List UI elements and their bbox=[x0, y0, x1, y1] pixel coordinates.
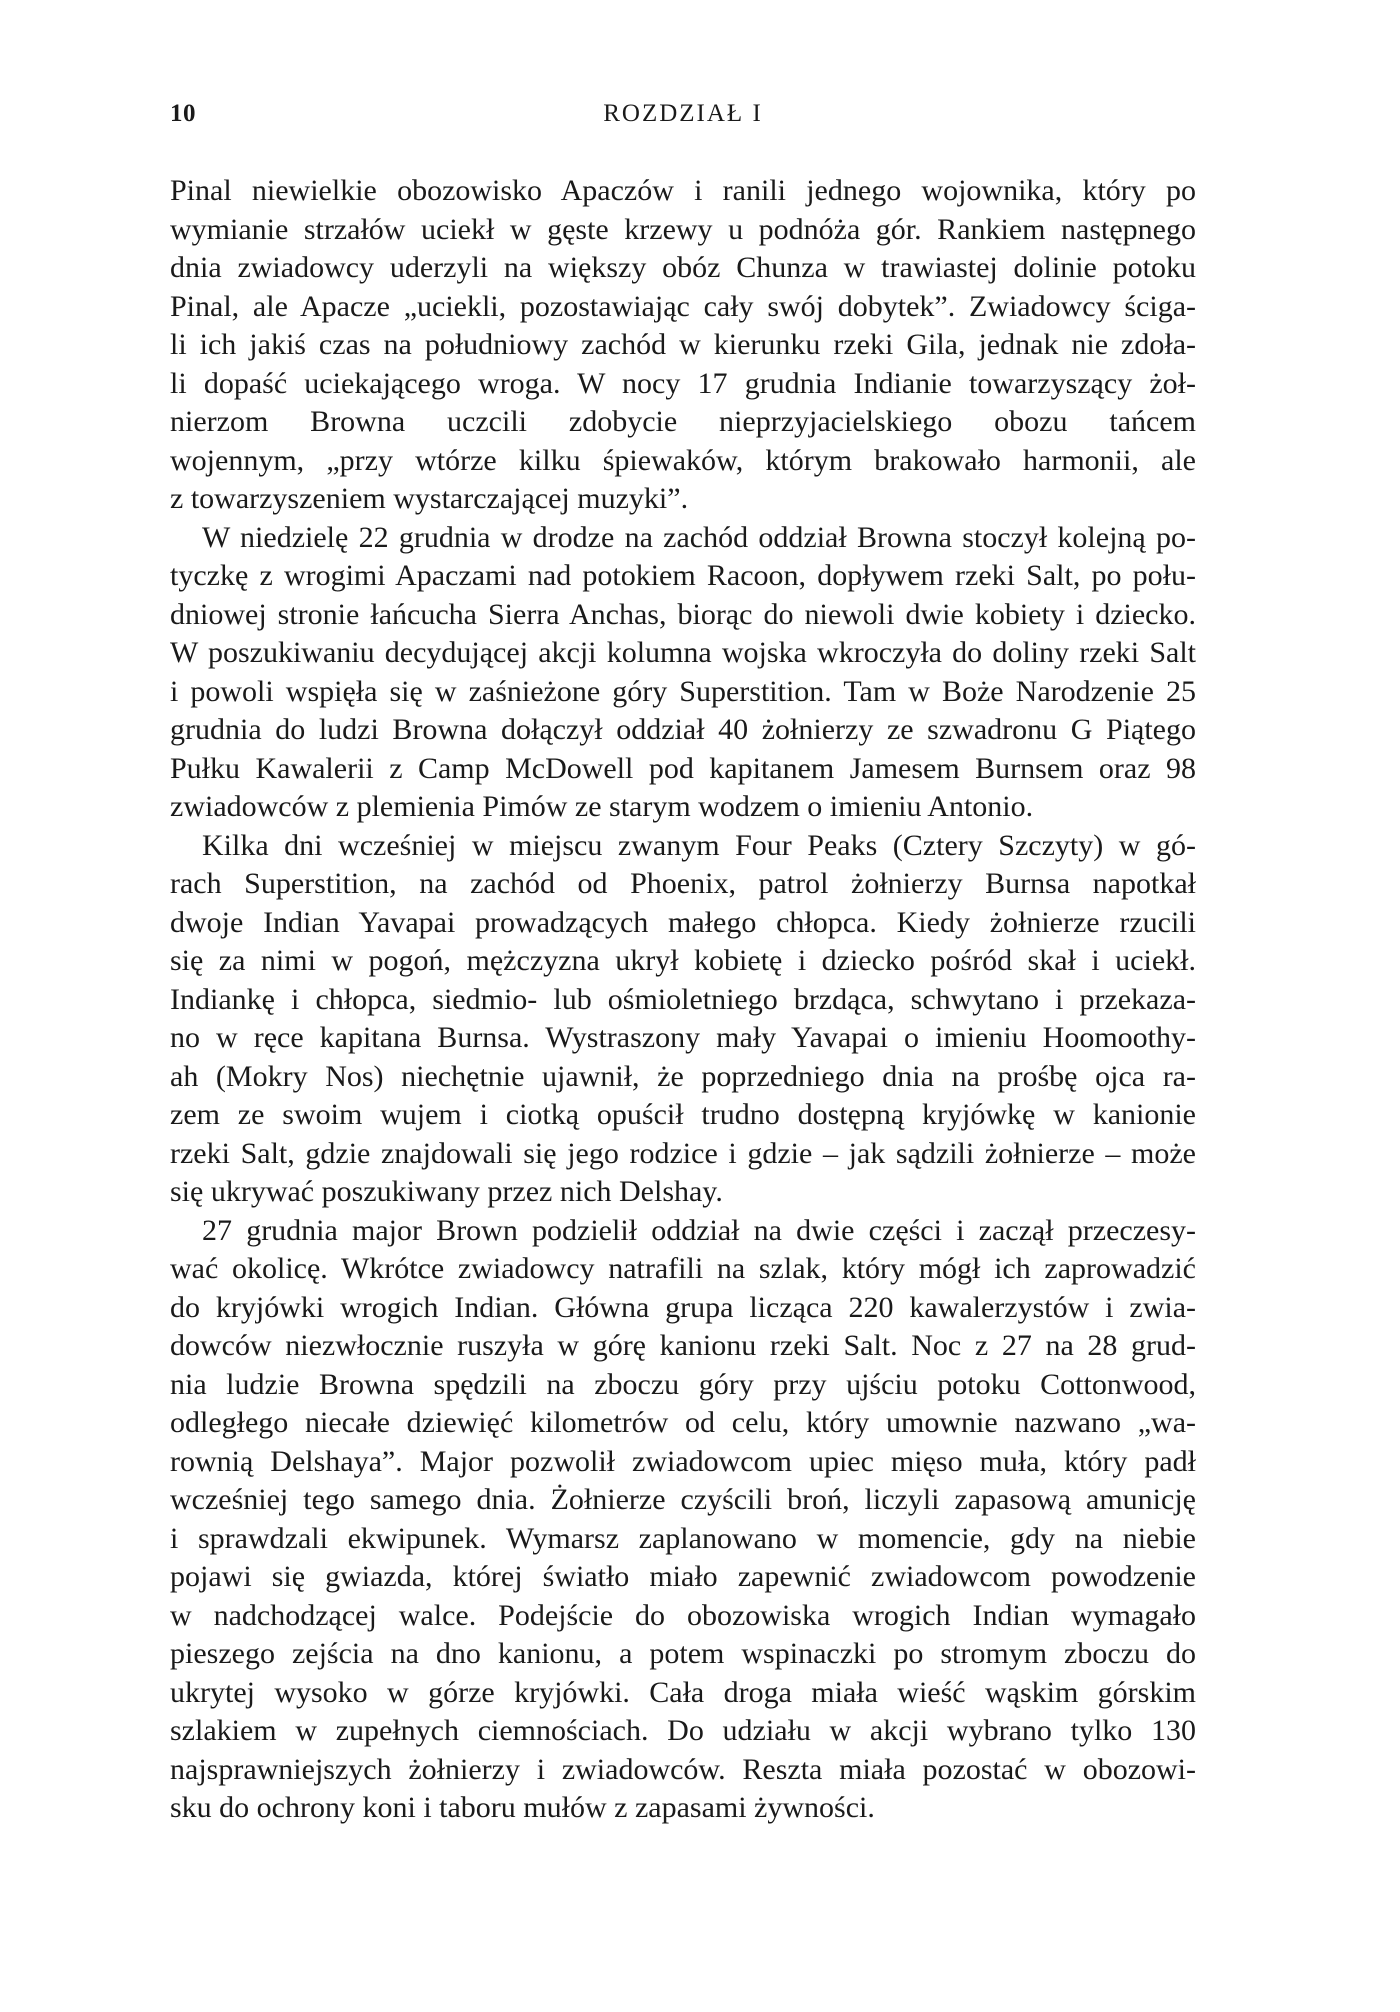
text-line: w nadchodzącej walce. Podejście do obozowiska wrogich Indian wymagało bbox=[170, 1598, 1196, 1632]
text-line: tyczkę z wrogimi Apaczami nad potokiem Racoon, dopływem rzeki Salt, po połu- bbox=[170, 559, 1196, 592]
text-line: szlakiem w zupełnych ciemnościach. Do udziału w akcji wybrano tylko 130 bbox=[170, 1714, 1196, 1747]
text-line: nierzom Browna uczcili zdobycie nieprzyjacielskiego obozu tańcem bbox=[170, 405, 1196, 438]
text-line: ukrytej wysoko w górze kryjówki. Cała droga miała wieść wąskim górskim bbox=[170, 1675, 1196, 1709]
page-number: 10 bbox=[170, 100, 196, 127]
text-line: dowców niezwłocznie ruszyła w górę kanionu rzeki Salt. Noc z 27 na 28 grud- bbox=[170, 1329, 1196, 1362]
text-line: Pułku Kawalerii z Camp McDowell pod kapitanem Jamesem Burnsem oraz 98 bbox=[170, 751, 1196, 785]
text-line: li dopaść uciekającego wroga. W nocy 17 grudnia Indianie towarzyszący żoł- bbox=[170, 366, 1196, 400]
text-line: Kilka dni wcześniej w miejscu zwanym Four Peaks (Cztery Szczyty) w gó- bbox=[202, 828, 1196, 862]
running-head bbox=[170, 100, 1196, 136]
text-line: do kryjówki wrogich Indian. Główna grupa licząca 220 kawalerzystów i zwia- bbox=[170, 1290, 1196, 1324]
text-line: się za nimi w pogoń, mężczyzna ukrył kobietę i dziecko pośród skał i uciekł. bbox=[170, 944, 1196, 977]
text-line: dniowej stronie łańcucha Sierra Anchas, biorąc do niewoli dwie kobiety i dziecko. bbox=[170, 597, 1196, 631]
text-line: dnia zwiadowcy uderzyli na większy obóz Chunza w trawiastej dolinie potoku bbox=[170, 251, 1196, 284]
text-line: sku do ochrony koni i taboru mułów z zapasami żywności. bbox=[170, 1791, 875, 1824]
text-line: zwiadowców z plemienia Pimów ze starym wodzem o imieniu Antonio. bbox=[170, 790, 1034, 823]
text-line: odległego niecałe dziewięć kilometrów od celu, który umownie nazwano „wa- bbox=[170, 1406, 1196, 1439]
text-line: i powoli wspięła się w zaśnieżone góry Superstition. Tam w Boże Narodzenie 25 bbox=[170, 674, 1196, 708]
text-line: rownią Delshaya”. Major pozwolił zwiadowcom upiec mięso muła, który padł bbox=[170, 1444, 1196, 1478]
text-line: najsprawniejszych żołnierzy i zwiadowców. Reszta miała pozostać w obozowi- bbox=[170, 1752, 1196, 1786]
text-line: z towarzyszeniem wystarczającej muzyki”. bbox=[170, 482, 689, 515]
text-line: pieszego zejścia na dno kanionu, a potem wspinaczki po stromym zboczu do bbox=[170, 1637, 1196, 1670]
text-line: zem ze swoim wujem i ciotką opuścił trudno dostępną kryjówkę w kanionie bbox=[170, 1098, 1196, 1131]
text-line: ah (Mokry Nos) niechętnie ujawnił, że poprzedniego dnia na prośbę ojca ra- bbox=[170, 1059, 1196, 1093]
text-line: wcześniej tego samego dnia. Żołnierze czyścili broń, liczyli zapasową amunicję bbox=[170, 1483, 1196, 1516]
text-line: 27 grudnia major Brown podzielił oddział na dwie części i zaczął przeczesy- bbox=[202, 1213, 1196, 1247]
body-text bbox=[170, 172, 1196, 1828]
text-line: rzeki Salt, gdzie znajdowali się jego rodzice i gdzie – jak sądzili żołnierze – może bbox=[170, 1136, 1196, 1170]
text-line: i sprawdzali ekwipunek. Wymarsz zaplanowano w momencie, gdy na niebie bbox=[170, 1521, 1196, 1555]
text-line: wojennym, „przy wtórze kilku śpiewaków, którym brakowało harmonii, ale bbox=[170, 443, 1196, 477]
text-line: Pinal niewielkie obozowisko Apaczów i ranili jednego wojownika, który po bbox=[170, 174, 1196, 207]
chapter-title: ROZDZIAŁ I bbox=[603, 100, 763, 127]
text-line: Indiankę i chłopca, siedmio- lub ośmioletniego brzdąca, schwytano i przekaza- bbox=[170, 982, 1196, 1016]
text-line: dwoje Indian Yavapai prowadzących małego chłopca. Kiedy żołnierze rzucili bbox=[170, 905, 1196, 939]
text-line: Pinal, ale Apacze „uciekli, pozostawiając cały swój dobytek”. Zwiadowcy ściga- bbox=[170, 289, 1196, 323]
text-line: grudnia do ludzi Browna dołączył oddział 40 żołnierzy ze szwadronu G Piątego bbox=[170, 713, 1196, 746]
text-line: wymianie strzałów uciekł w gęste krzewy u podnóża gór. Rankiem następnego bbox=[170, 212, 1196, 246]
text-line: wać okolicę. Wkrótce zwiadowcy natrafili na szlak, który mógł ich zaprowadzić bbox=[170, 1252, 1196, 1285]
text-line: no w ręce kapitana Burnsa. Wystraszony mały Yavapai o imieniu Hoomoothy- bbox=[170, 1021, 1196, 1054]
text-line: W poszukiwaniu decydującej akcji kolumna wojska wkroczyła do doliny rzeki Salt bbox=[170, 636, 1196, 669]
text-line: li ich jakiś czas na południowy zachód w kierunku rzeki Gila, jednak nie zdoła- bbox=[170, 328, 1196, 361]
text-line: nia ludzie Browna spędzili na zboczu góry przy ujściu potoku Cottonwood, bbox=[170, 1367, 1196, 1401]
text-line: się ukrywać poszukiwany przez nich Delshay. bbox=[170, 1175, 723, 1208]
text-line: pojawi się gwiazda, której światło miało zapewnić zwiadowcom powodzenie bbox=[170, 1560, 1196, 1593]
text-line: rach Superstition, na zachód od Phoenix, patrol żołnierzy Burnsa napotkał bbox=[170, 867, 1196, 900]
text-line: W niedzielę 22 grudnia w drodze na zachód oddział Browna stoczył kolejną po- bbox=[202, 520, 1196, 554]
